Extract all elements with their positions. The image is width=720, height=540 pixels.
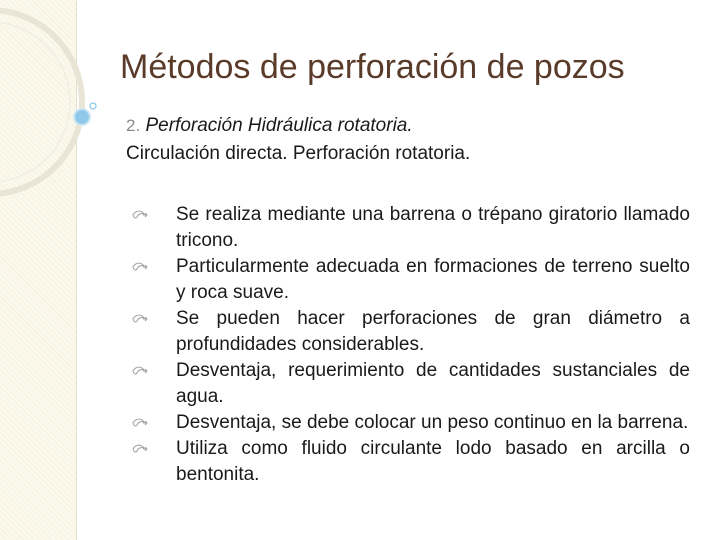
- bullet-text: Utiliza como fluido circulante lodo basado en arcilla o bentonita.: [176, 438, 690, 485]
- bullet-item: [130, 410, 690, 436]
- bullet-text: Se realiza mediante una barrena o trépano giratorio llamado tricono.: [176, 204, 690, 251]
- bullet-text: Desventaja, requerimiento de cantidades sustanciales de agua.: [176, 360, 690, 407]
- ornament-bullet-icon: [132, 365, 148, 377]
- ornament-bullet-icon: [132, 443, 148, 455]
- bullet-item: [130, 358, 690, 410]
- ornament-bullet-icon: [132, 313, 148, 325]
- bullet-item: [130, 436, 690, 488]
- bullet-item: [130, 254, 690, 306]
- subtitle-heading: Perforación Hidráulica rotatoria.: [145, 115, 413, 136]
- circle-ornament-icon: [0, 0, 140, 200]
- ornament-bullet-icon: [132, 209, 148, 221]
- subtitle-number: 2.: [126, 116, 141, 135]
- subtitle-line-2: Circulación directa. Perforación rotatoria.: [126, 143, 471, 164]
- ornament-bullet-icon: [132, 417, 148, 429]
- bullet-item: [130, 202, 690, 254]
- subtitle-line-1: [126, 112, 686, 140]
- bullet-text: Desventaja, se debe colocar un peso continuo en la barrena.: [176, 412, 689, 433]
- bullet-text: Se pueden hacer perforaciones de gran diámetro a profundidades considerables.: [176, 308, 690, 355]
- page-title: Métodos de perforación de pozos: [120, 48, 625, 86]
- bullet-item: [130, 306, 690, 358]
- bullet-list: [130, 202, 690, 488]
- subtitle: [126, 112, 686, 168]
- ornament-bullet-icon: [132, 261, 148, 273]
- bullet-text: Particularmente adecuada en formaciones de terreno suelto y roca suave.: [176, 256, 690, 303]
